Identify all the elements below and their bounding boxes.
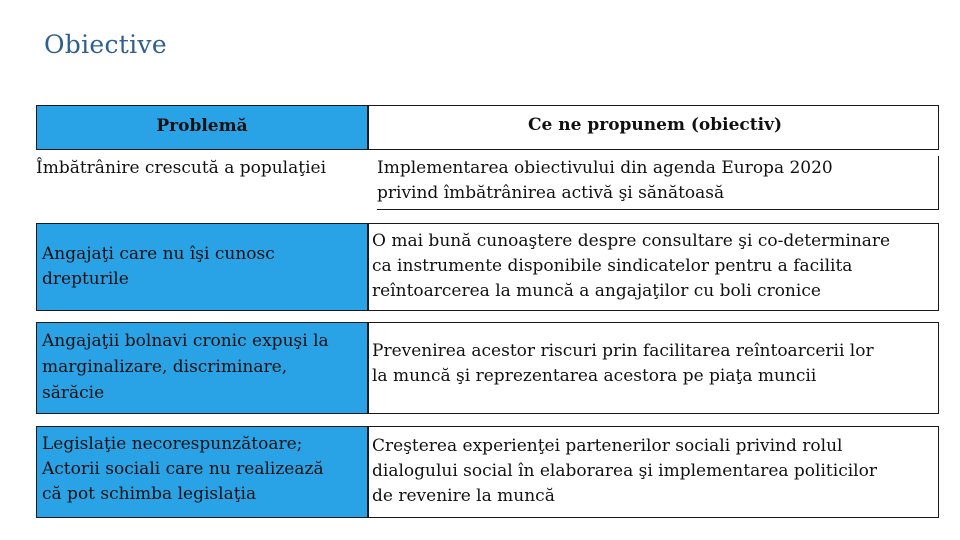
- row-2-objective: [368, 223, 939, 311]
- row-1-objective-line-1: Implementarea obiectivului din agenda Europa 2020: [377, 158, 833, 178]
- row-4-objective-line-1: Creşterea experienţei partenerilor sociali privind rolul: [372, 436, 843, 456]
- row-4-problem: [36, 426, 368, 518]
- row-1-objective: [377, 156, 939, 210]
- row-3-problem: [36, 322, 368, 414]
- row-3-problem-line-3: sărăcie: [42, 383, 105, 403]
- row-4-problem-line-2: Actorii sociali care nu realizează: [42, 459, 324, 479]
- row-3-objective: [368, 322, 939, 414]
- row-4-objective: [368, 426, 939, 518]
- row-3-problem-line-2: marginalizare, discriminare,: [42, 357, 288, 377]
- row-2-problem: [36, 223, 368, 311]
- row-4-objective-line-3: de revenire la muncă: [372, 486, 555, 506]
- row-2-objective-line-2: ca instrumente disponibile sindicatelor pentru a facilita: [372, 256, 853, 276]
- row-3-problem-line-1: Angajaţii bolnavi cronic expuşi la: [42, 331, 329, 351]
- row-4-problem-line-3: că pot schimba legislaţia: [42, 484, 257, 504]
- header-objective: [368, 105, 939, 150]
- row-1-objective-line-2: privind îmbătrânirea activă şi sănătoasă: [377, 183, 725, 203]
- row-2-objective-line-1: O mai bună cunoaştere despre consultare şi co-determinare: [372, 231, 891, 251]
- row-2-objective-line-3: reîntoarcerea la muncă a angajaţilor cu boli cronice: [372, 281, 821, 301]
- header-problem: [36, 105, 368, 150]
- row-4-objective-line-2: dialogului social în elaborarea şi implementarea politicilor: [372, 461, 877, 481]
- row-2-problem-line-2: drepturile: [42, 269, 129, 289]
- row-3-objective-line-1: Prevenirea acestor riscuri prin facilitarea reîntoarcerii lor: [372, 341, 874, 361]
- header-problem-label: Problemă: [156, 116, 248, 136]
- row-4-problem-line-1: Legislaţie necorespunzătoare;: [42, 434, 303, 454]
- row-2-problem-line-1: Angajaţi care nu îşi cunosc: [42, 244, 275, 264]
- row-3-objective-line-2: la muncă şi reprezentarea acestora pe piaţa muncii: [372, 366, 817, 386]
- row-1-problem: [36, 156, 376, 206]
- row-1-problem-text: Îmbătrânire crescută a populaţiei: [36, 158, 327, 178]
- header-objective-label: Ce ne propunem (obiectiv): [528, 115, 782, 135]
- page-title: Obiective: [44, 30, 167, 59]
